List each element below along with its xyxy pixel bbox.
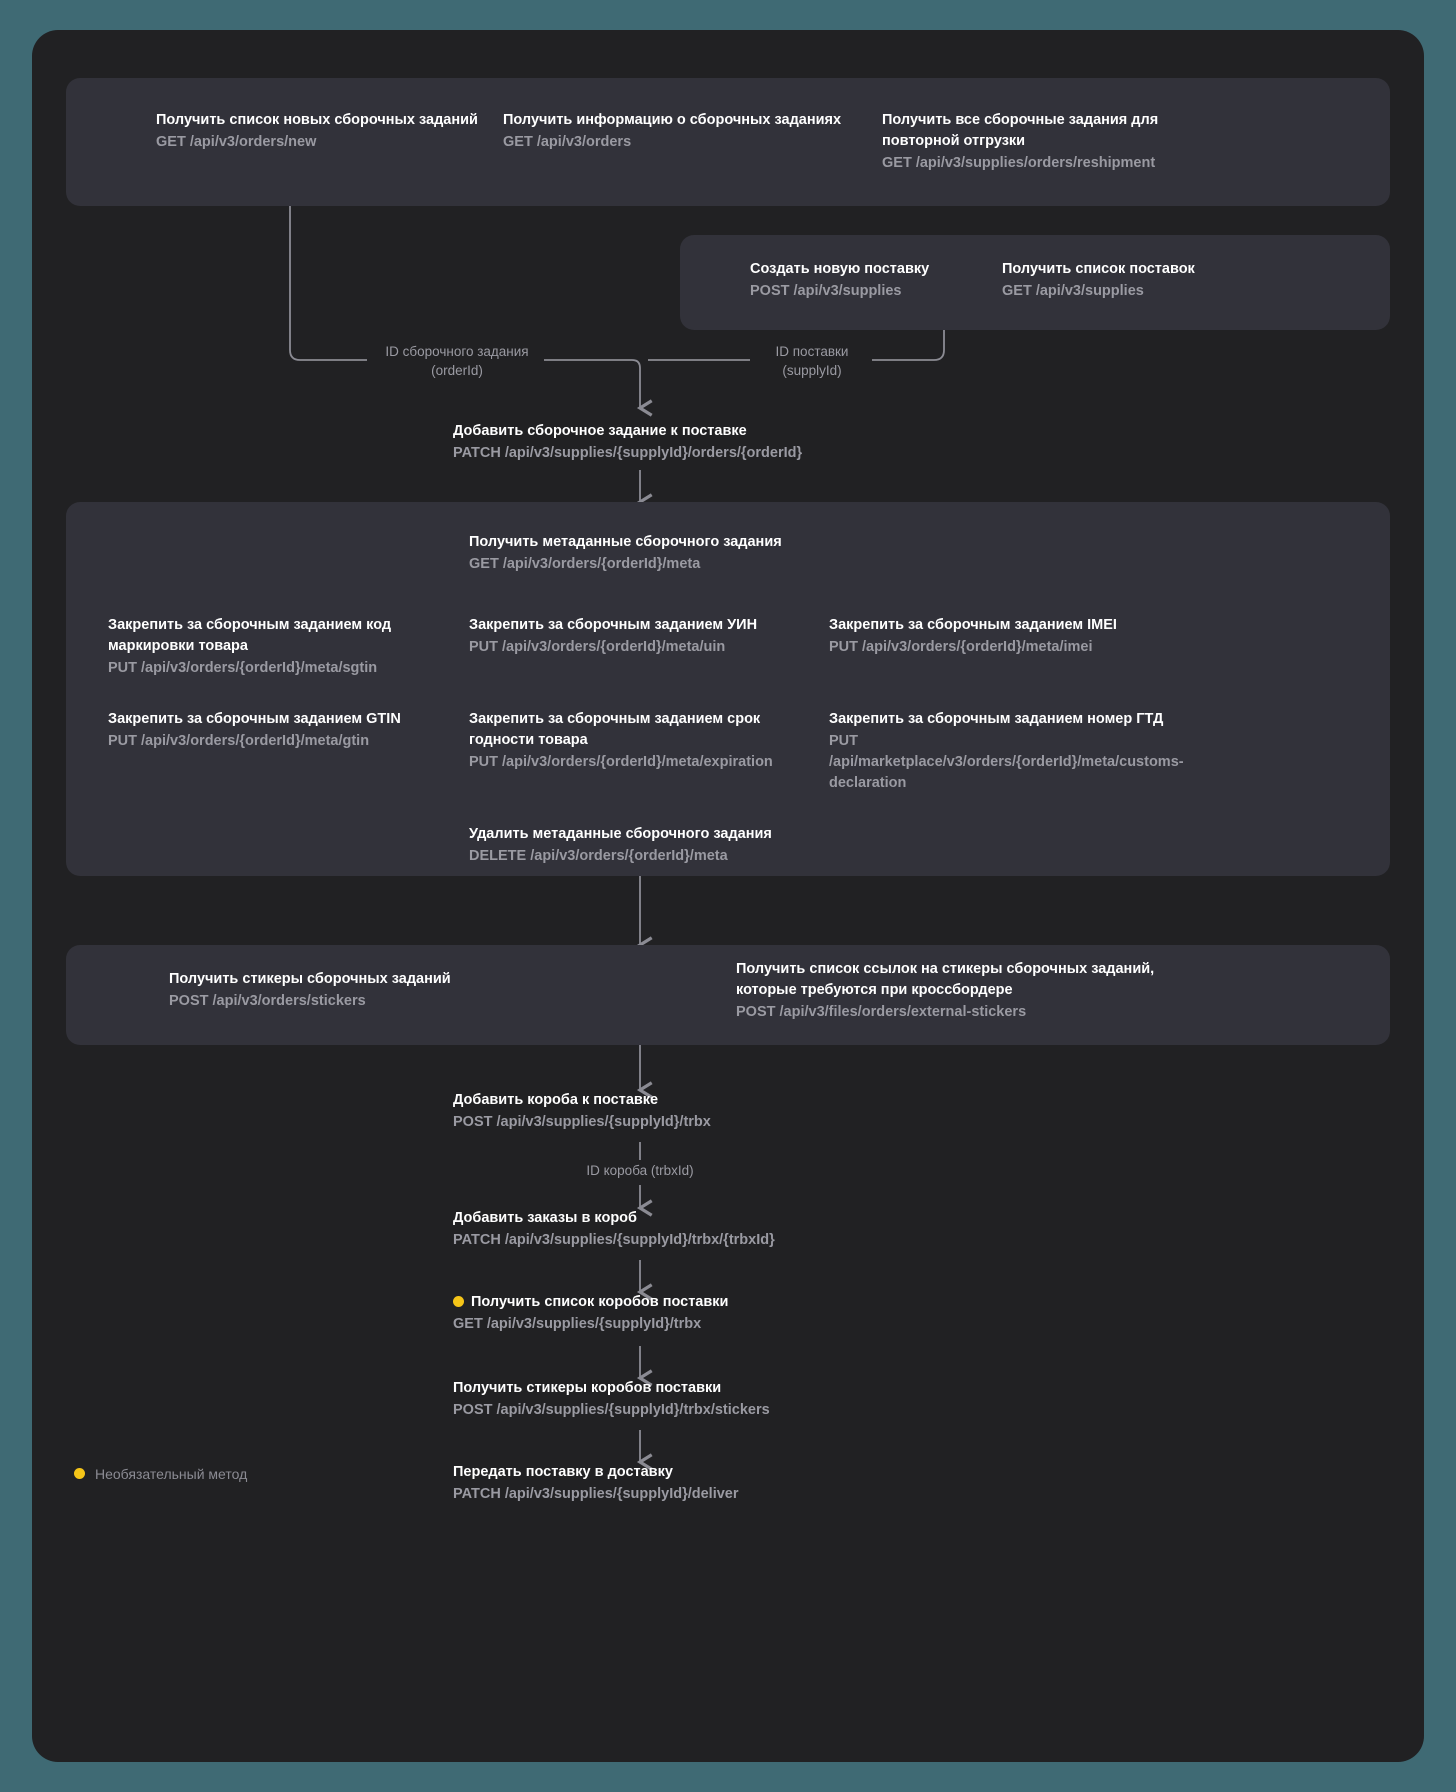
diagram-board <box>32 30 1424 1762</box>
node-path: PUT /api/v3/orders/{orderId}/meta/expiration <box>469 754 773 770</box>
node-path: POST /api/v3/supplies <box>750 283 902 299</box>
node-orders-new[interactable] <box>156 110 486 153</box>
node-path: GET /api/v3/supplies/{supplyId}/trbx <box>453 1316 702 1332</box>
node-path: GET /api/v3/orders/{orderId}/meta <box>469 556 701 572</box>
optional-method-dot <box>453 1296 464 1307</box>
node-title: Получить список ссылок на стикеры сборочных заданий, которые требуются при кроссбордере <box>736 961 1155 998</box>
node-title <box>453 1292 923 1313</box>
legend-dot-icon <box>74 1468 85 1479</box>
node-title: Закрепить за сборочным заданием срок годности товара <box>469 711 761 748</box>
node-path: PATCH /api/v3/supplies/{supplyId}/orders/{orderId} <box>453 445 803 461</box>
node-title: Удалить метаданные сборочного задания <box>469 826 772 842</box>
label-supply-id <box>750 342 874 380</box>
node-order-stickers[interactable] <box>169 969 499 1012</box>
node-title: Получить метаданные сборочного задания <box>469 534 782 550</box>
group-supplies <box>680 235 1390 330</box>
node-title: Закрепить за сборочным заданием номер ГТД <box>829 711 1164 727</box>
node-title: Закрепить за сборочным заданием IMEI <box>829 617 1117 633</box>
node-meta-uin[interactable] <box>469 615 799 658</box>
node-path: DELETE /api/v3/orders/{orderId}/meta <box>469 848 728 864</box>
node-path: POST /api/v3/supplies/{supplyId}/trbx <box>453 1114 711 1130</box>
group-meta <box>66 502 1390 876</box>
label-order-id-line2: (orderId) <box>431 363 483 378</box>
node-meta-imei[interactable] <box>829 615 1159 658</box>
node-deliver-supply[interactable] <box>453 1462 923 1505</box>
node-orders-info[interactable] <box>503 110 853 153</box>
node-meta-gtin[interactable] <box>108 709 438 752</box>
node-path: PUT /api/v3/orders/{orderId}/meta/sgtin <box>108 660 378 676</box>
node-path: PUT /api/v3/orders/{orderId}/meta/imei <box>829 639 1093 655</box>
node-meta-sgtin[interactable] <box>108 615 428 679</box>
node-external-stickers[interactable] <box>736 959 1216 1023</box>
node-title: Получить информацию о сборочных заданиях <box>503 112 842 128</box>
node-title: Добавить короба к поставке <box>453 1092 659 1108</box>
node-orders-reshipment[interactable] <box>882 110 1212 174</box>
node-title: Получить список поставок <box>1002 261 1195 277</box>
node-path: GET /api/v3/supplies/orders/reshipment <box>882 155 1156 171</box>
node-title: Добавить сборочное задание к поставке <box>453 423 747 439</box>
node-list-supplies[interactable] <box>1002 259 1252 302</box>
node-title: Получить стикеры коробов поставки <box>453 1380 722 1396</box>
group-orders <box>66 78 1390 206</box>
node-meta-customs-declaration[interactable] <box>829 709 1184 794</box>
node-path: POST /api/v3/files/orders/external-stickers <box>736 1004 1027 1020</box>
node-list-trbx[interactable] <box>453 1292 923 1335</box>
node-add-order-to-supply[interactable] <box>453 421 973 464</box>
node-path: PUT /api/v3/orders/{orderId}/meta/uin <box>469 639 726 655</box>
label-trbx-id <box>510 1161 770 1180</box>
node-title: Получить список новых сборочных заданий <box>156 112 478 128</box>
node-title: Закрепить за сборочным заданием УИН <box>469 617 758 633</box>
node-title: Добавить заказы в короб <box>453 1210 637 1226</box>
legend-label: Необязательный метод <box>95 1466 248 1482</box>
node-path: PUT /api/marketplace/v3/orders/{orderId}/meta/customs-declaration <box>829 733 1184 791</box>
node-path: PATCH /api/v3/supplies/{supplyId}/deliver <box>453 1486 739 1502</box>
node-path: PATCH /api/v3/supplies/{supplyId}/trbx/{trbxId} <box>453 1232 775 1248</box>
node-meta-delete[interactable] <box>469 824 819 867</box>
node-title: Закрепить за сборочным заданием код маркировки товара <box>108 617 392 654</box>
node-title: Получить стикеры сборочных заданий <box>169 971 451 987</box>
node-title: Получить все сборочные задания для повторной отгрузки <box>882 112 1159 149</box>
node-get-meta[interactable] <box>469 532 799 575</box>
label-trbx-id-text: ID короба (trbxId) <box>586 1163 694 1178</box>
node-path: POST /api/v3/orders/stickers <box>169 993 366 1009</box>
node-path: GET /api/v3/supplies <box>1002 283 1144 299</box>
node-path: POST /api/v3/supplies/{supplyId}/trbx/stickers <box>453 1402 770 1418</box>
label-supply-id-line1: ID поставки <box>775 344 849 359</box>
node-create-supply[interactable] <box>750 259 1010 302</box>
node-path: GET /api/v3/orders/new <box>156 134 317 150</box>
node-path: PUT /api/v3/orders/{orderId}/meta/gtin <box>108 733 370 749</box>
node-meta-expiration[interactable] <box>469 709 779 773</box>
legend <box>74 1466 247 1482</box>
node-add-orders-to-trbx[interactable] <box>453 1208 923 1251</box>
node-title: Передать поставку в доставку <box>453 1464 673 1480</box>
node-title: Закрепить за сборочным заданием GTIN <box>108 711 401 727</box>
group-stickers <box>66 945 1390 1045</box>
node-title: Создать новую поставку <box>750 261 930 277</box>
label-order-id-line1: ID сборочного задания <box>385 344 529 359</box>
node-trbx-stickers[interactable] <box>453 1378 923 1421</box>
label-supply-id-line2: (supplyId) <box>782 363 842 378</box>
node-path: GET /api/v3/orders <box>503 134 632 150</box>
node-title-text: Получить список коробов поставки <box>471 1294 729 1310</box>
label-order-id <box>367 342 547 380</box>
node-add-trbx[interactable] <box>453 1090 913 1133</box>
